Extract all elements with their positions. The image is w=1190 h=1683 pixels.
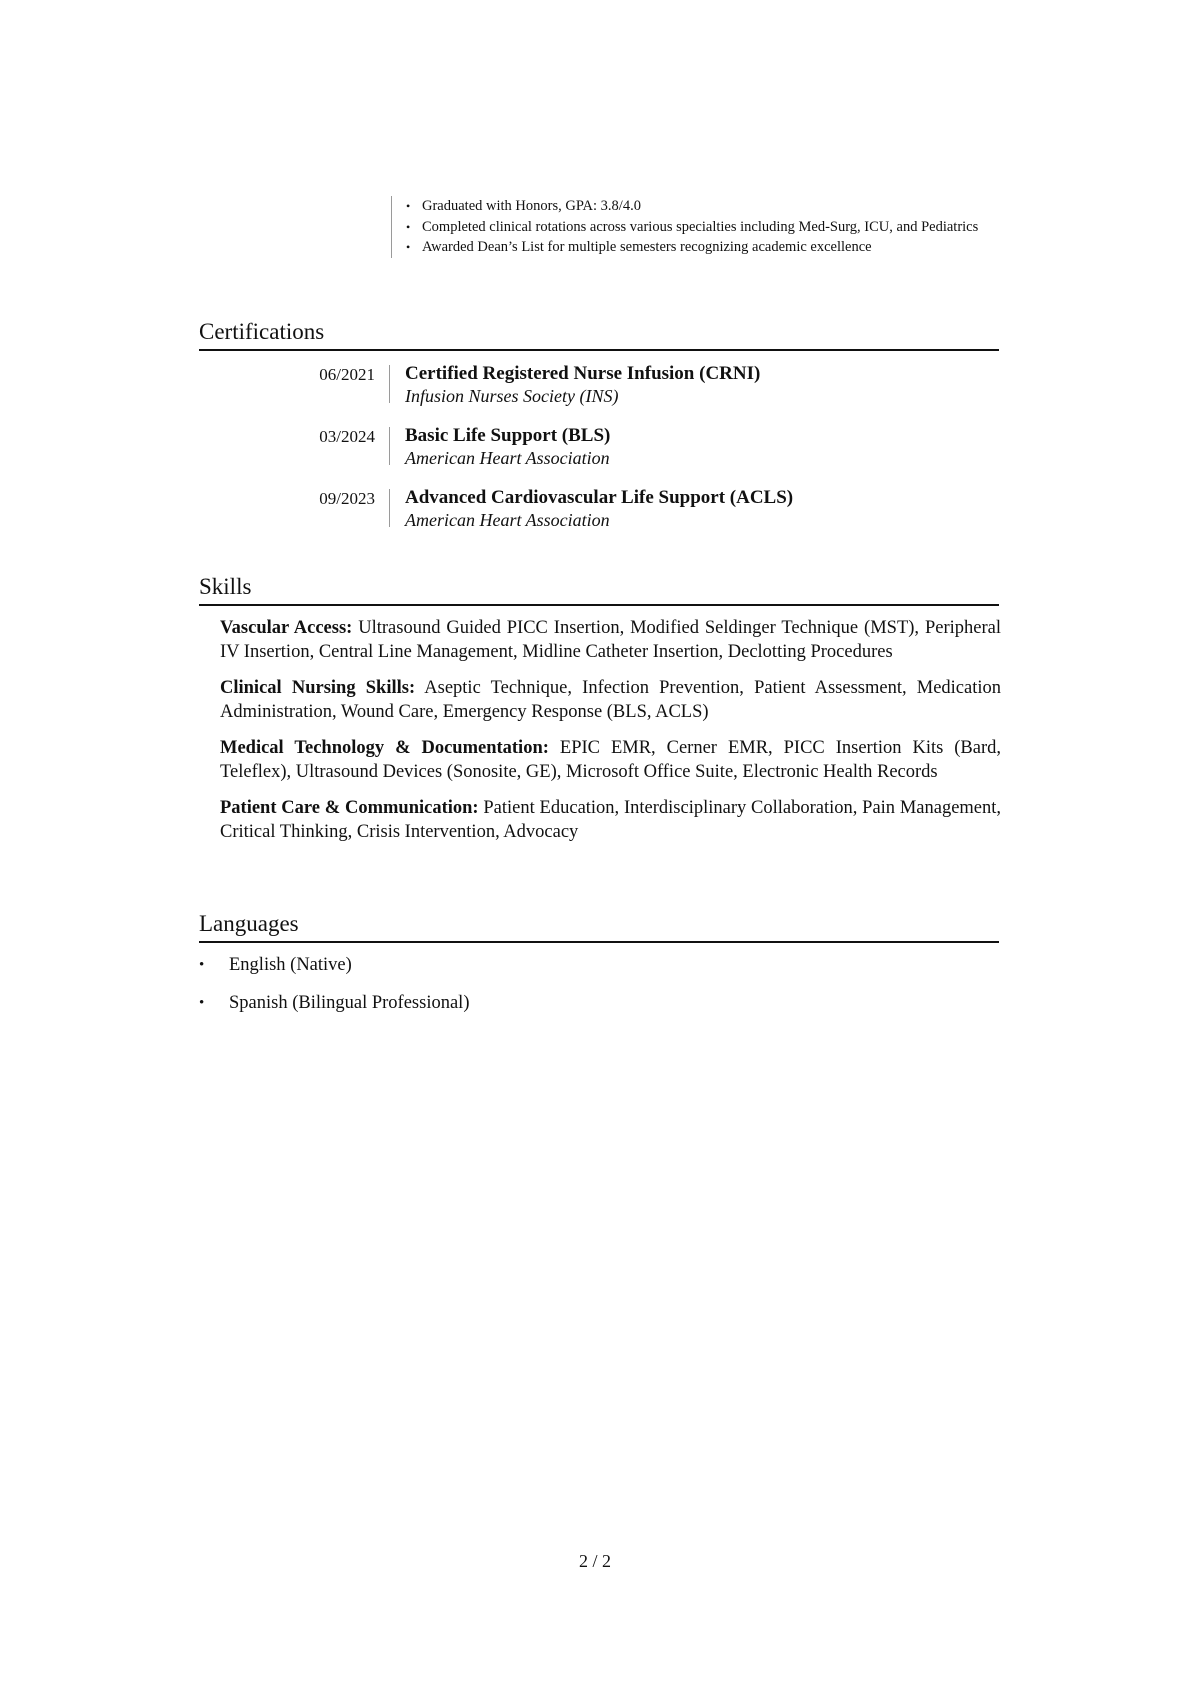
- skill-group: [220, 797, 1001, 844]
- certifications-heading: Certifications: [199, 318, 999, 351]
- certification-issuer: Infusion Nurses Society (INS): [405, 386, 619, 406]
- certification-body: [389, 425, 611, 468]
- certification-name: Basic Life Support (BLS): [405, 425, 611, 446]
- certification-issuer: American Heart Association: [405, 448, 610, 468]
- skill-group: [220, 737, 1001, 784]
- education-bullet: • Completed clinical rotations across various specialties including Med-Surg, ICU, and Pediatrics: [406, 217, 1026, 238]
- certification-date: 06/2021: [319, 365, 375, 384]
- education-bullet-list: [406, 196, 1026, 258]
- languages-list: [199, 953, 999, 1029]
- certification-entry: [199, 425, 999, 487]
- certification-name: Certified Registered Nurse Infusion (CRNI): [405, 363, 761, 384]
- certifications-list: [199, 363, 999, 549]
- education-details: [391, 196, 1026, 258]
- certification-date: 09/2023: [319, 489, 375, 508]
- skill-group: [220, 677, 1001, 724]
- language-label: English (Native): [229, 955, 352, 975]
- skill-details: Patient Education, Interdisciplinary Collaboration, Pain Management, Critical Thinking, Crisis Intervention, Advocacy: [220, 798, 1002, 842]
- education-bullet: • Graduated with Honors, GPA: 3.8/4.0: [406, 196, 1026, 217]
- certification-entry: [199, 363, 999, 425]
- certification-name: Advanced Cardiovascular Life Support (ACLS): [405, 487, 794, 508]
- skill-details: Aseptic Technique, Infection Prevention, Patient Assessment, Medication Administration, Wound Care, Emergency Response (BLS, ACLS): [220, 678, 1002, 722]
- skill-group: [220, 617, 1001, 664]
- skills-heading: Skills: [199, 573, 999, 606]
- bullet-icon: •: [199, 995, 205, 1011]
- certification-date: 03/2024: [319, 427, 375, 446]
- skill-details: EPIC EMR, Cerner EMR, PICC Insertion Kits (Bard, Teleflex), Ultrasound Devices (Sonosite, GE), Microsoft Office Suite, Electronic Health Records: [220, 738, 1002, 782]
- language-label: Spanish (Bilingual Professional): [229, 993, 470, 1013]
- skill-category: Vascular Access:: [220, 618, 353, 638]
- language-item: [199, 953, 999, 977]
- page-number: 2 / 2: [578, 1551, 611, 1571]
- language-item: [199, 991, 999, 1015]
- certification-body: [389, 487, 794, 530]
- skill-details: Ultrasound Guided PICC Insertion, Modified Seldinger Technique (MST), Peripheral IV Insertion, Central Line Management, Midline Catheter Insertion, Declotting Procedures: [220, 618, 1001, 662]
- skills-list: [220, 617, 1001, 857]
- certification-issuer: American Heart Association: [405, 510, 610, 530]
- skill-category: Clinical Nursing Skills:: [220, 678, 416, 698]
- skill-category: Medical Technology & Documentation:: [220, 738, 549, 758]
- certification-entry: [199, 487, 999, 549]
- education-bullet: • Awarded Dean’s List for multiple semesters recognizing academic excellence: [406, 237, 1026, 258]
- skill-category: Patient Care & Communication:: [220, 798, 479, 818]
- bullet-icon: •: [199, 957, 205, 973]
- certification-body: [389, 363, 761, 406]
- languages-heading: Languages: [199, 910, 999, 943]
